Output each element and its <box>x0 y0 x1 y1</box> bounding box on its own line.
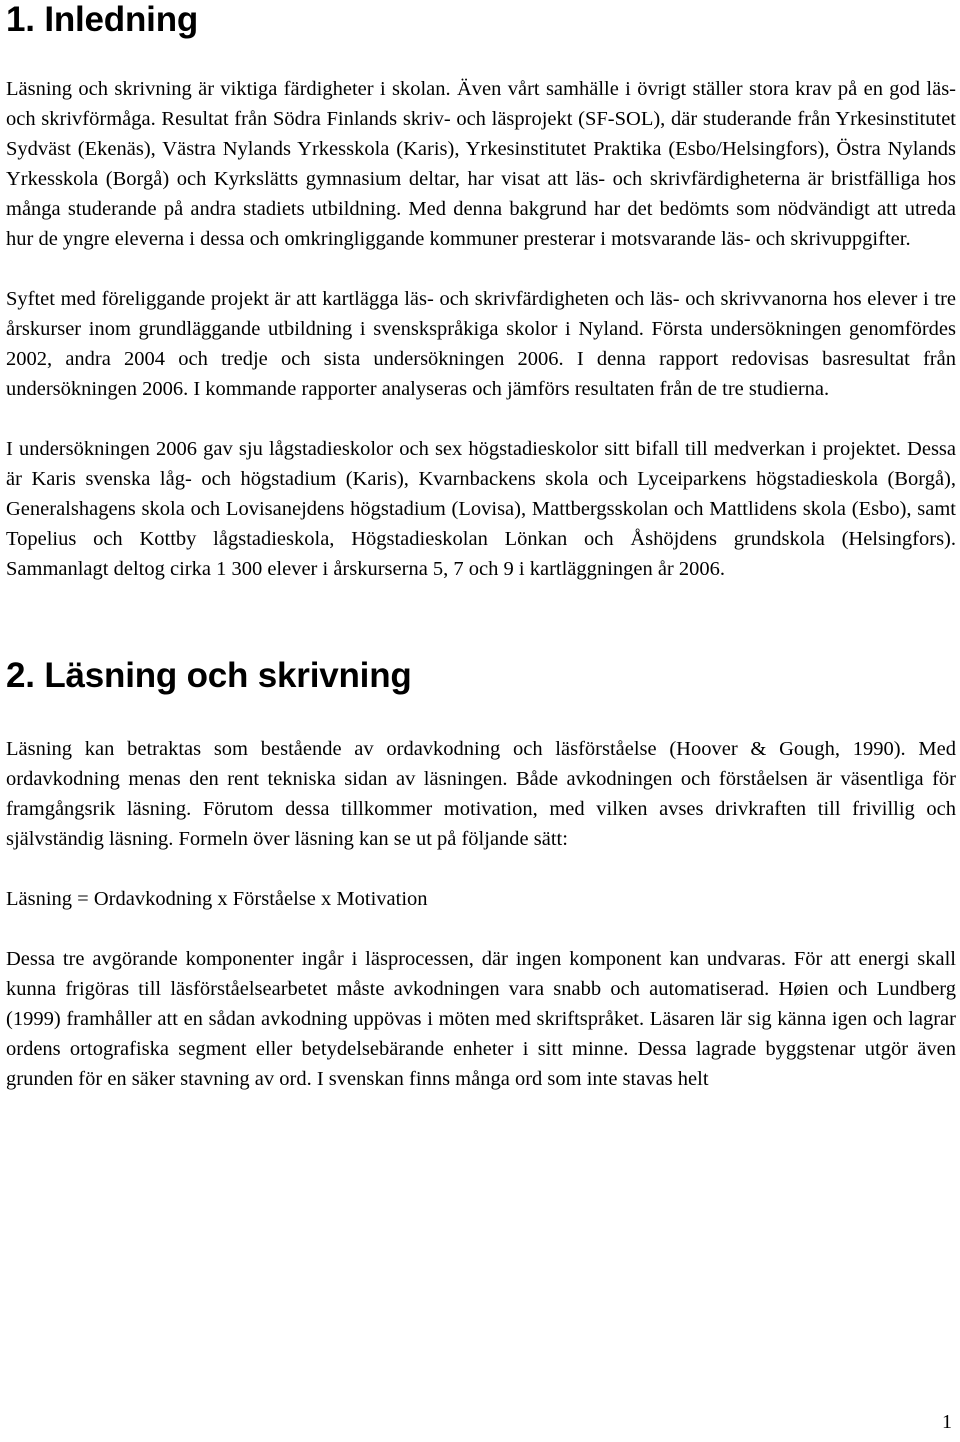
page-number: 1 <box>942 1411 952 1433</box>
paragraph-reading-definition: Läsning kan betraktas som bestående av ordavkodning och läsförståelse (Hoover & Gough, 1990). Med ordavkodning menas den rent tekniska sidan av läsningen. Både avkodningen och förståelsen är väsentliga för framgångsrik läsning. Förutom dessa tillkommer motivation, med vilken avses drivkraften till frivillig och självständig läsning. Formeln över läsning kan se ut på följande sätt: <box>6 738 956 850</box>
section-heading-lasning-och-skrivning: 2. Läsning och skrivning <box>6 656 412 695</box>
document-page <box>6 0 956 1094</box>
reading-formula: Läsning = Ordavkodning x Förståelse x Motivation <box>6 888 428 910</box>
paragraph-components: Dessa tre avgörande komponenter ingår i läsprocessen, där ingen komponent kan undvaras. För att energi skall kunna frigöras till läsförståelsearbetet måste avkodningen vara snabb och automatiserad. Høien och Lundberg (1999) framhåller att en sådan avkodning uppövas i möten med skriftspråket. Läsaren lär sig känna igen och lagrar ordens ortografiska segment eller betydelsebärande enheter i sitt minne. Dessa lagrade byggstenar utgör även grunden för en säker stavning av ord. I svenskan finns många ord som inte stavas helt <box>6 948 956 1090</box>
section-heading-inledning: 1. Inledning <box>6 0 199 39</box>
paragraph-intro: Läsning och skrivning är viktiga färdigheter i skolan. Även vårt samhälle i övrigt ställer stora krav på en god läs- och skrivförmåga. Resultat från Södra Finlands skriv- och läsprojekt (SF-SOL), där studerande från Yrkesinstitutet Sydväst (Ekenäs), Västra Nylands Yrkesskola (Karis), Yrkesinstitutet Praktika (Esbo/Helsingfors), Östra Nylands Yrkesskola (Borgå) och Kyrkslätts gymnasium deltar, har visat att läs- och skrivfärdigheterna är bristfälliga hos många studerande på andra stadiets utbildning. Med denna bakgrund har det bedömts som nödvändigt att utreda hur de yngre eleverna i dessa och omkringliggande kommuner presterar i motsvarande läs- och skrivuppgifter. <box>6 78 956 250</box>
paragraph-purpose: Syftet med föreliggande projekt är att kartlägga läs- och skrivfärdigheten och läs- och skrivvanorna hos elever i tre årskurser inom grundläggande utbildning i svenskspråkiga skolor i Nyland. Första undersökningen genomfördes 2002, andra 2004 och tredje och sista undersökningen 2006. I denna rapport redovisas basresultat från undersökningen 2006. I kommande rapporter analyseras och jämförs resultaten från de tre studierna. <box>6 288 956 400</box>
paragraph-participants: I undersökningen 2006 gav sju lågstadieskolor och sex högstadieskolor sitt bifall till medverkan i projektet. Dessa är Karis svenska låg- och högstadium (Karis), Kvarnbackens skola och Lyceiparkens högstadieskola (Borgå), Generalshagens skola och Lovisanejdens högstadium (Lovisa), Mattbergsskolan och Mattlidens skola (Esbo), samt Topelius och Kottby lågstadieskola, Högstadieskolan Lönkan och Åshöjdens grundskola (Helsingfors). Sammanlagt deltog cirka 1 300 elever i årskurserna 5, 7 och 9 i kartläggningen år 2006. <box>6 438 956 580</box>
